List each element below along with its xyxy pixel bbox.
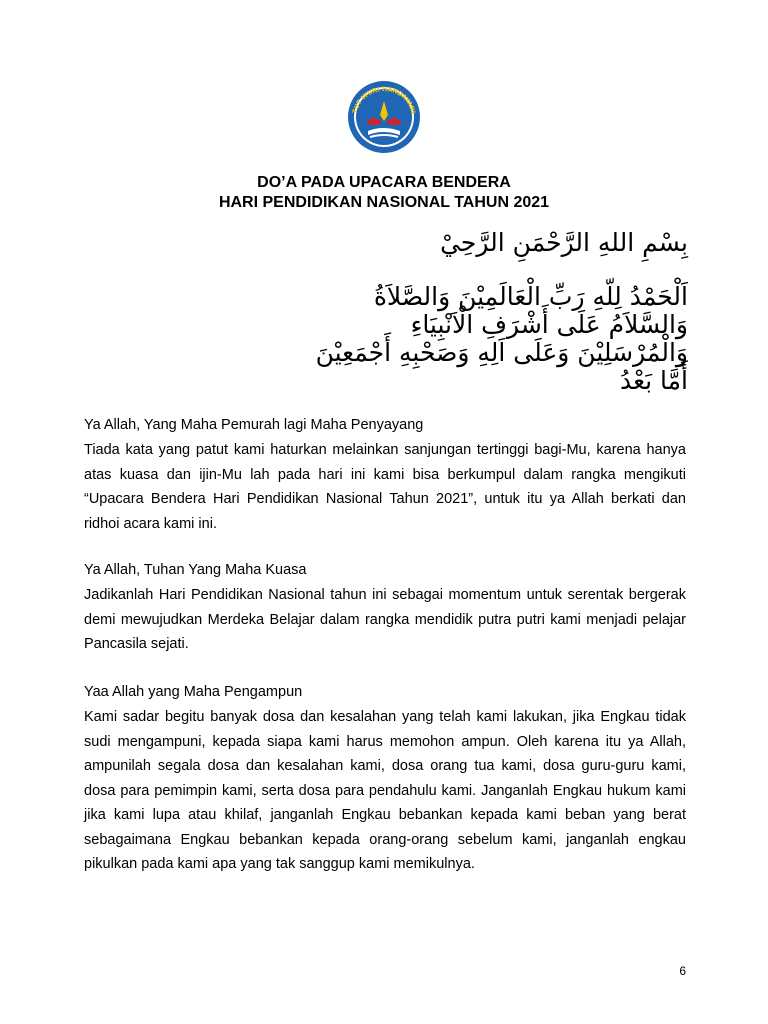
- paragraph: Jadikanlah Hari Pendidikan Nasional tahun ini sebagai momentum untuk serentak bergerak demi mewujudkan Merdeka Belajar dalam rangka mendidik putra putri kami menjadi pelajar Pancasila sejati.: [84, 587, 686, 652]
- section-body: [84, 438, 686, 536]
- section-heading: Yaa Allah yang Maha Pengampun: [84, 684, 303, 700]
- paragraph: Kami sadar begitu banyak dosa dan kesalahan yang telah kami lakukan, jika Engkau tidak sudi mengampuni, kepada siapa kami harus memohon ampun. Oleh karena itu ya Allah, ampunilah segala dosa dan kesalahan kami, dosa orang tua kami, dosa guru-guru kami, dosa para pemimpin kami, serta dosa para pendahulu kami. Janganlah Engkau hukum kami jika kami lupa atau khilaf, janganlah Engkau bebankan kepada kami beban yang berat sebagaimana Engkau bebankan kepada orang-orang sebelum kami, janganlah engkau pikulkan pada kami apa yang tak sanggup kami memikulnya.: [84, 709, 686, 872]
- section-heading: Ya Allah, Tuhan Yang Maha Kuasa: [84, 562, 307, 578]
- arabic-line: أَمَّا بَعْدُ: [619, 366, 688, 395]
- arabic-line: اَلْحَمْدُ لِلّهِ رَبِّ الْعَالَمِيْنَ وَالصَّلاَةُ: [373, 282, 688, 311]
- paragraph: Tiada kata yang patut kami haturkan melainkan sanjungan tertinggi bagi-Mu, karena hanya atas kuasa dan ijin-Mu lah pada hari ini kami bisa berkumpul dalam rangka mengikuti “Upacara Bendera Hari Pendidikan Nasional Tahun 2021”, untuk itu ya Allah berkati dan ridhoi acara kami ini.: [84, 442, 686, 532]
- logo-motto: TUT WURI HANDAYANI: [351, 85, 417, 115]
- section-body: [84, 705, 686, 877]
- document-title-line-2: HARI PENDIDIKAN NASIONAL TAHUN 2021: [218, 194, 550, 211]
- section-heading: Ya Allah, Yang Maha Pemurah lagi Maha Penyayang: [84, 417, 424, 433]
- arabic-line: وَالسَّلاَمُ عَلَى أَشْرَفِ الْاَنْبِيَاءِ: [410, 310, 688, 339]
- tut-wuri-handayani-logo: [342, 77, 426, 157]
- arabic-basmalah: بِسْمِ اللهِ الرَّحْمَنِ الرَّحِيْ: [440, 228, 688, 257]
- document-title-line-1: DO’A PADA UPACARA BENDERA: [257, 174, 511, 191]
- arabic-line: وَالْمُرْسَلِيْنَ وَعَلَى اَلِهِ وَصَحْبِهِ أَجْمَعِيْنَ: [315, 338, 688, 367]
- page-number: 6: [679, 964, 686, 978]
- section-body: [84, 583, 686, 657]
